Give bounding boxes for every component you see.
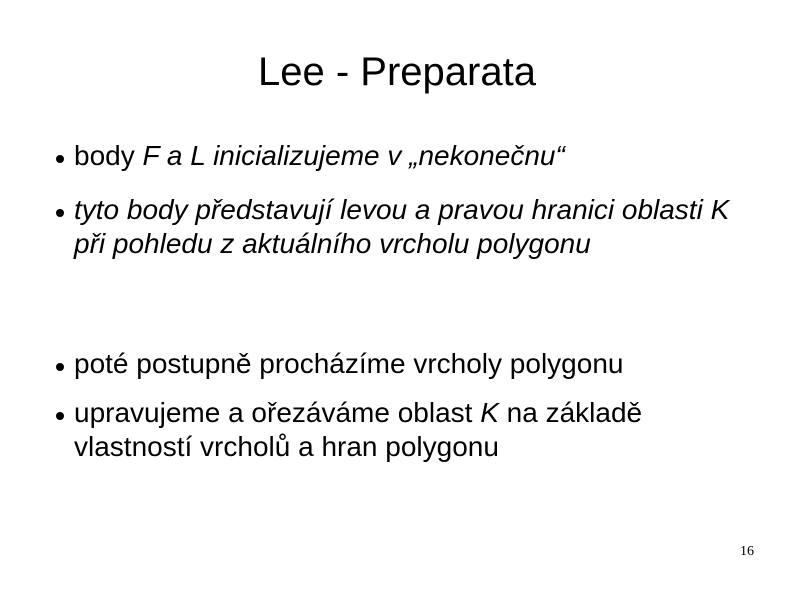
bullet-item <box>74 396 754 464</box>
bullet-item <box>74 193 754 261</box>
bullet-text-italic: F a L inicializujeme v „nekonečnu“ <box>142 140 565 171</box>
bullet-dot-icon <box>56 155 64 163</box>
bullet-dot-icon <box>56 412 64 420</box>
bullet-item <box>74 139 754 173</box>
bullet-text: na základě vlastností vrcholů a hran polygonu <box>74 397 643 462</box>
bullet-dot-icon <box>56 363 64 371</box>
bullet-item <box>74 347 754 381</box>
bullet-text: upravujeme a ořezáváme oblast <box>74 397 481 428</box>
bullet-text-italic: tyto body představují levou a pravou hranici oblasti K při pohledu z aktuálního vrcholu polygonu <box>74 194 730 259</box>
bullet-text: poté postupně procházíme vrcholy polygonu <box>74 348 624 379</box>
bullet-text: body <box>74 140 143 171</box>
page-number: 16 <box>740 544 754 559</box>
slide-title: Lee - Preparata <box>258 50 536 94</box>
bullet-dot-icon <box>56 209 64 217</box>
bullet-text-italic: K <box>480 397 499 428</box>
